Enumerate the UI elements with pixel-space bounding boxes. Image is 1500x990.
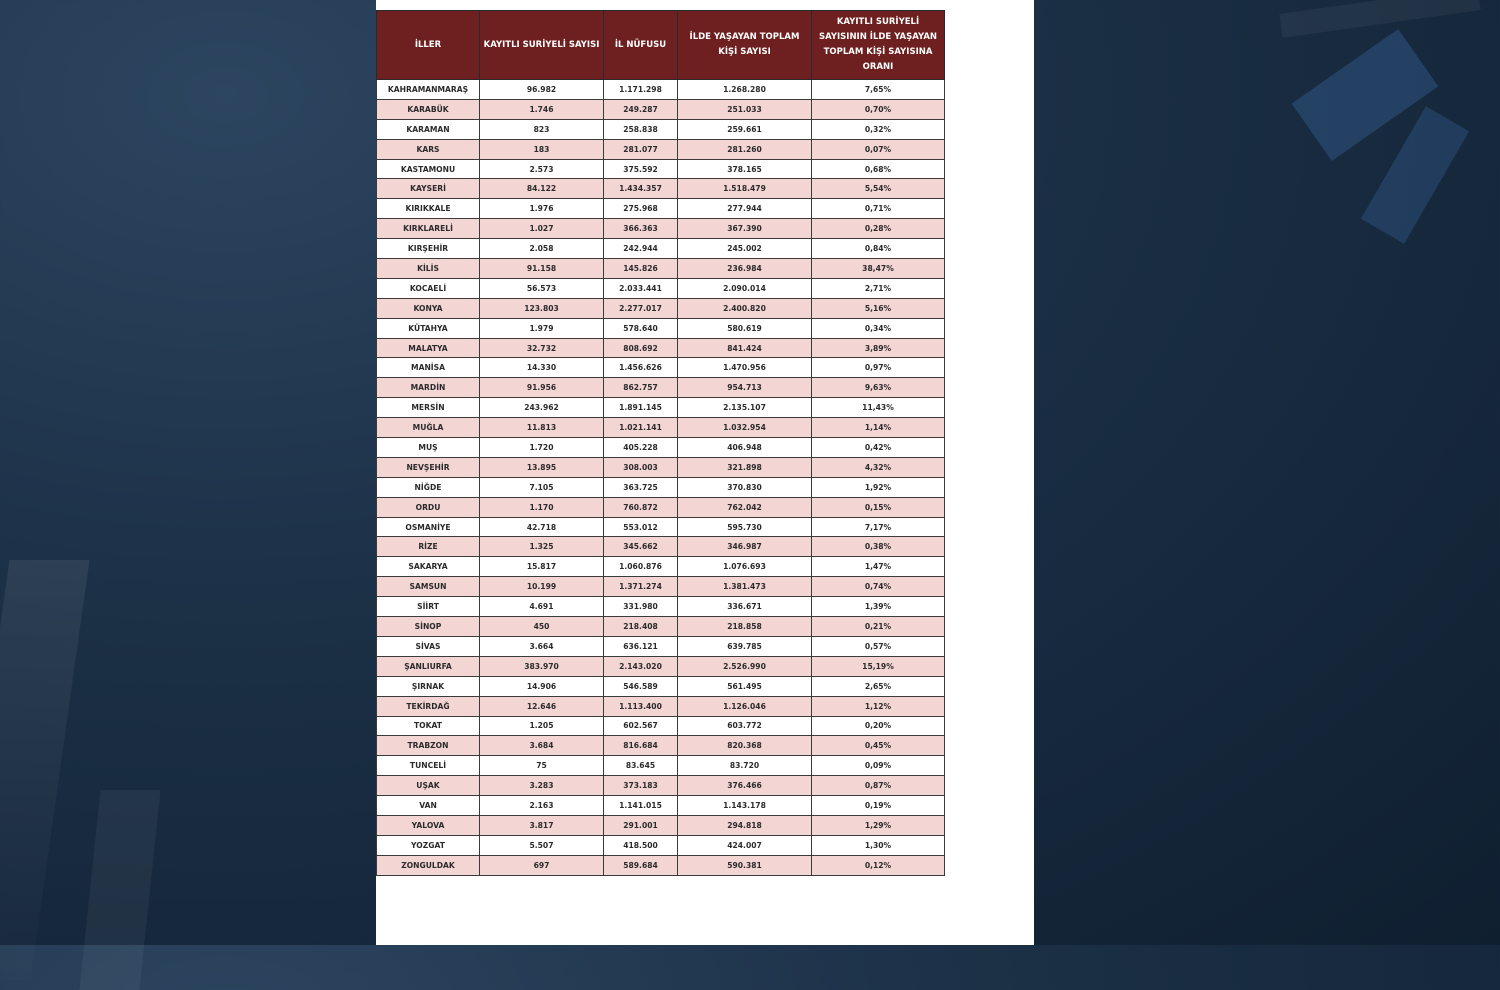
ratio-cell: 0,87%: [812, 776, 945, 796]
ratio-cell: 5,54%: [812, 179, 945, 199]
table-header-row: [377, 11, 945, 80]
table-row: [377, 80, 945, 100]
total-residents-cell: 1.143.178: [678, 796, 812, 816]
total-residents-cell: 83.720: [678, 756, 812, 776]
registered-syrians-cell: 2.163: [480, 796, 604, 816]
province-cell: ORDU: [377, 497, 480, 517]
province-cell: TEKİRDAĞ: [377, 696, 480, 716]
table-row: [377, 656, 945, 676]
table-row: [377, 99, 945, 119]
total-residents-cell: 376.466: [678, 776, 812, 796]
total-residents-cell: 2.135.107: [678, 398, 812, 418]
province-cell: YOZGAT: [377, 835, 480, 855]
province-cell: UŞAK: [377, 776, 480, 796]
population-cell: 1.141.015: [604, 796, 678, 816]
registered-syrians-cell: 450: [480, 617, 604, 637]
province-cell: YALOVA: [377, 815, 480, 835]
ratio-cell: 2,65%: [812, 676, 945, 696]
registered-syrians-cell: 4.691: [480, 597, 604, 617]
population-cell: 808.692: [604, 338, 678, 358]
population-cell: 258.838: [604, 119, 678, 139]
total-residents-cell: 277.944: [678, 199, 812, 219]
table-body: [377, 80, 945, 876]
province-cell: TRABZON: [377, 736, 480, 756]
province-cell: SİVAS: [377, 636, 480, 656]
ratio-cell: 1,14%: [812, 418, 945, 438]
background-decoration: [0, 560, 90, 980]
province-cell: MARDİN: [377, 378, 480, 398]
ratio-cell: 0,71%: [812, 199, 945, 219]
table-row: [377, 278, 945, 298]
table-row: [377, 159, 945, 179]
population-cell: 1.021.141: [604, 418, 678, 438]
registered-syrians-cell: 3.283: [480, 776, 604, 796]
registered-syrians-cell: 1.170: [480, 497, 604, 517]
population-cell: 760.872: [604, 497, 678, 517]
population-cell: 363.725: [604, 477, 678, 497]
total-residents-cell: 294.818: [678, 815, 812, 835]
total-residents-cell: 378.165: [678, 159, 812, 179]
ratio-cell: 0,20%: [812, 716, 945, 736]
total-residents-cell: 1.126.046: [678, 696, 812, 716]
registered-syrians-cell: 15.817: [480, 557, 604, 577]
registered-syrians-cell: 1.205: [480, 716, 604, 736]
population-cell: 291.001: [604, 815, 678, 835]
province-cell: KİLİS: [377, 259, 480, 279]
registered-syrians-cell: 32.732: [480, 338, 604, 358]
table-row: [377, 736, 945, 756]
total-residents-cell: 367.390: [678, 219, 812, 239]
ratio-cell: 0,15%: [812, 497, 945, 517]
province-cell: KARAMAN: [377, 119, 480, 139]
total-residents-cell: 336.671: [678, 597, 812, 617]
ratio-cell: 0,57%: [812, 636, 945, 656]
population-cell: 249.287: [604, 99, 678, 119]
registered-syrians-cell: 13.895: [480, 457, 604, 477]
population-cell: 1.456.626: [604, 358, 678, 378]
province-cell: KASTAMONU: [377, 159, 480, 179]
province-cell: MALATYA: [377, 338, 480, 358]
table-row: [377, 179, 945, 199]
population-cell: 589.684: [604, 855, 678, 875]
table-row: [377, 318, 945, 338]
total-residents-cell: 561.495: [678, 676, 812, 696]
registered-syrians-cell: 2.573: [480, 159, 604, 179]
registered-syrians-cell: 1.720: [480, 438, 604, 458]
population-cell: 375.592: [604, 159, 678, 179]
province-cell: SAKARYA: [377, 557, 480, 577]
total-residents-cell: 251.033: [678, 99, 812, 119]
population-cell: 2.033.441: [604, 278, 678, 298]
table-row: [377, 338, 945, 358]
total-residents-cell: 406.948: [678, 438, 812, 458]
population-cell: 145.826: [604, 259, 678, 279]
population-cell: 2.277.017: [604, 298, 678, 318]
population-cell: 578.640: [604, 318, 678, 338]
ratio-cell: 0,28%: [812, 219, 945, 239]
province-cell: SİİRT: [377, 597, 480, 617]
total-residents-cell: 346.987: [678, 537, 812, 557]
population-cell: 345.662: [604, 537, 678, 557]
population-cell: 1.891.145: [604, 398, 678, 418]
population-cell: 1.113.400: [604, 696, 678, 716]
province-cell: KIRŞEHİR: [377, 239, 480, 259]
registered-syrians-cell: 42.718: [480, 517, 604, 537]
total-residents-cell: 321.898: [678, 457, 812, 477]
table-row: [377, 219, 945, 239]
registered-syrians-cell: 91.956: [480, 378, 604, 398]
population-cell: 308.003: [604, 457, 678, 477]
population-cell: 1.171.298: [604, 80, 678, 100]
registered-syrians-cell: 823: [480, 119, 604, 139]
ratio-cell: 0,84%: [812, 239, 945, 259]
province-cell: MUĞLA: [377, 418, 480, 438]
province-cell: OSMANİYE: [377, 517, 480, 537]
population-cell: 405.228: [604, 438, 678, 458]
ratio-cell: 9,63%: [812, 378, 945, 398]
table-row: [377, 756, 945, 776]
table-row: [377, 457, 945, 477]
registered-syrians-cell: 1.027: [480, 219, 604, 239]
table-row: [377, 835, 945, 855]
ratio-cell: 0,74%: [812, 577, 945, 597]
total-residents-cell: 580.619: [678, 318, 812, 338]
table-row: [377, 577, 945, 597]
registered-syrians-cell: 3.817: [480, 815, 604, 835]
registered-syrians-cell: 1.746: [480, 99, 604, 119]
registered-syrians-cell: 2.058: [480, 239, 604, 259]
table-row: [377, 119, 945, 139]
registered-syrians-cell: 3.664: [480, 636, 604, 656]
total-residents-cell: 603.772: [678, 716, 812, 736]
total-residents-cell: 639.785: [678, 636, 812, 656]
total-residents-cell: 1.076.693: [678, 557, 812, 577]
table-row: [377, 358, 945, 378]
population-cell: 602.567: [604, 716, 678, 736]
ratio-cell: 0,07%: [812, 139, 945, 159]
total-residents-cell: 2.400.820: [678, 298, 812, 318]
province-cell: KAHRAMANMARAŞ: [377, 80, 480, 100]
population-cell: 862.757: [604, 378, 678, 398]
registered-syrians-cell: 183: [480, 139, 604, 159]
table-row: [377, 796, 945, 816]
province-cell: ŞIRNAK: [377, 676, 480, 696]
total-residents-cell: 259.661: [678, 119, 812, 139]
table-row: [377, 617, 945, 637]
province-cell: SİNOP: [377, 617, 480, 637]
ratio-cell: 5,16%: [812, 298, 945, 318]
syrians-by-province-table: [376, 10, 945, 876]
table-row: [377, 378, 945, 398]
province-cell: KOCAELİ: [377, 278, 480, 298]
table-row: [377, 398, 945, 418]
table-row: [377, 557, 945, 577]
population-cell: 553.012: [604, 517, 678, 537]
registered-syrians-cell: 91.158: [480, 259, 604, 279]
ratio-cell: 11,43%: [812, 398, 945, 418]
province-cell: KIRIKKALE: [377, 199, 480, 219]
table-row: [377, 497, 945, 517]
table-row: [377, 139, 945, 159]
registered-syrians-cell: 1.979: [480, 318, 604, 338]
province-cell: SAMSUN: [377, 577, 480, 597]
registered-syrians-cell: 243.962: [480, 398, 604, 418]
province-cell: KÜTAHYA: [377, 318, 480, 338]
province-cell: VAN: [377, 796, 480, 816]
table-row: [377, 517, 945, 537]
ratio-cell: 1,30%: [812, 835, 945, 855]
population-cell: 373.183: [604, 776, 678, 796]
ratio-cell: 1,12%: [812, 696, 945, 716]
ratio-cell: 1,47%: [812, 557, 945, 577]
total-residents-cell: 1.032.954: [678, 418, 812, 438]
population-cell: 242.944: [604, 239, 678, 259]
table-row: [377, 716, 945, 736]
province-cell: ŞANLIURFA: [377, 656, 480, 676]
ratio-cell: 0,45%: [812, 736, 945, 756]
ratio-cell: 0,32%: [812, 119, 945, 139]
ratio-cell: 0,42%: [812, 438, 945, 458]
table-row: [377, 636, 945, 656]
total-residents-cell: 954.713: [678, 378, 812, 398]
background-decoration: [79, 790, 160, 990]
population-cell: 2.143.020: [604, 656, 678, 676]
total-residents-cell: 590.381: [678, 855, 812, 875]
province-cell: MUŞ: [377, 438, 480, 458]
table-row: [377, 537, 945, 557]
population-cell: 418.500: [604, 835, 678, 855]
registered-syrians-cell: 14.906: [480, 676, 604, 696]
registered-syrians-cell: 5.507: [480, 835, 604, 855]
registered-syrians-cell: 697: [480, 855, 604, 875]
total-residents-cell: 281.260: [678, 139, 812, 159]
ratio-cell: 0,09%: [812, 756, 945, 776]
population-cell: 83.645: [604, 756, 678, 776]
province-cell: RİZE: [377, 537, 480, 557]
province-cell: MANİSA: [377, 358, 480, 378]
province-cell: ZONGULDAK: [377, 855, 480, 875]
population-cell: 218.408: [604, 617, 678, 637]
total-residents-cell: 1.518.479: [678, 179, 812, 199]
total-residents-cell: 841.424: [678, 338, 812, 358]
ratio-cell: 0,34%: [812, 318, 945, 338]
ratio-cell: 0,68%: [812, 159, 945, 179]
registered-syrians-cell: 75: [480, 756, 604, 776]
total-residents-cell: 424.007: [678, 835, 812, 855]
registered-syrians-cell: 383.970: [480, 656, 604, 676]
total-residents-cell: 370.830: [678, 477, 812, 497]
population-cell: 1.371.274: [604, 577, 678, 597]
header-total-residents: İLDE YAŞAYAN TOPLAM KİŞİ SAYISI: [678, 11, 812, 80]
ratio-cell: 1,29%: [812, 815, 945, 835]
ratio-cell: 3,89%: [812, 338, 945, 358]
registered-syrians-cell: 11.813: [480, 418, 604, 438]
ratio-cell: 0,70%: [812, 99, 945, 119]
table-row: [377, 298, 945, 318]
total-residents-cell: 820.368: [678, 736, 812, 756]
ratio-cell: 0,21%: [812, 617, 945, 637]
table-row: [377, 438, 945, 458]
province-cell: KAYSERİ: [377, 179, 480, 199]
total-residents-cell: 245.002: [678, 239, 812, 259]
ratio-cell: 2,71%: [812, 278, 945, 298]
total-residents-cell: 236.984: [678, 259, 812, 279]
population-cell: 546.589: [604, 676, 678, 696]
table-row: [377, 259, 945, 279]
ratio-cell: 7,65%: [812, 80, 945, 100]
header-ratio: KAYITLI SURİYELİ SAYISININ İLDE YAŞAYAN TOPLAM KİŞİ SAYISINA ORANI: [812, 11, 945, 80]
background-decoration: [1279, 0, 1480, 38]
province-cell: KIRKLARELİ: [377, 219, 480, 239]
registered-syrians-cell: 14.330: [480, 358, 604, 378]
registered-syrians-cell: 84.122: [480, 179, 604, 199]
table-row: [377, 199, 945, 219]
table-row: [377, 597, 945, 617]
table-row: [377, 855, 945, 875]
ratio-cell: 1,92%: [812, 477, 945, 497]
header-registered-syrians: KAYITLI SURİYELİ SAYISI: [480, 11, 604, 80]
table-row: [377, 477, 945, 497]
header-province-population: İL NÜFUSU: [604, 11, 678, 80]
table-row: [377, 676, 945, 696]
total-residents-cell: 1.470.956: [678, 358, 812, 378]
table-row: [377, 418, 945, 438]
ratio-cell: 7,17%: [812, 517, 945, 537]
total-residents-cell: 2.526.990: [678, 656, 812, 676]
registered-syrians-cell: 7.105: [480, 477, 604, 497]
province-cell: KARS: [377, 139, 480, 159]
total-residents-cell: 1.268.280: [678, 80, 812, 100]
province-cell: KONYA: [377, 298, 480, 318]
population-cell: 1.060.876: [604, 557, 678, 577]
ratio-cell: 15,19%: [812, 656, 945, 676]
registered-syrians-cell: 56.573: [480, 278, 604, 298]
table-row: [377, 815, 945, 835]
registered-syrians-cell: 1.976: [480, 199, 604, 219]
total-residents-cell: 1.381.473: [678, 577, 812, 597]
population-cell: 816.684: [604, 736, 678, 756]
ratio-cell: 4,32%: [812, 457, 945, 477]
province-cell: MERSİN: [377, 398, 480, 418]
registered-syrians-cell: 12.646: [480, 696, 604, 716]
province-cell: TOKAT: [377, 716, 480, 736]
registered-syrians-cell: 123.803: [480, 298, 604, 318]
province-cell: TUNCELİ: [377, 756, 480, 776]
province-cell: NİĞDE: [377, 477, 480, 497]
population-cell: 366.363: [604, 219, 678, 239]
total-residents-cell: 762.042: [678, 497, 812, 517]
table-row: [377, 239, 945, 259]
total-residents-cell: 2.090.014: [678, 278, 812, 298]
document-page: [376, 0, 1034, 945]
ratio-cell: 38,47%: [812, 259, 945, 279]
population-cell: 275.968: [604, 199, 678, 219]
registered-syrians-cell: 1.325: [480, 537, 604, 557]
province-cell: KARABÜK: [377, 99, 480, 119]
table-row: [377, 696, 945, 716]
ratio-cell: 0,38%: [812, 537, 945, 557]
header-provinces: İLLER: [377, 11, 480, 80]
province-cell: NEVŞEHİR: [377, 457, 480, 477]
ratio-cell: 0,19%: [812, 796, 945, 816]
registered-syrians-cell: 96.982: [480, 80, 604, 100]
table-row: [377, 776, 945, 796]
population-cell: 1.434.357: [604, 179, 678, 199]
population-cell: 636.121: [604, 636, 678, 656]
registered-syrians-cell: 10.199: [480, 577, 604, 597]
population-cell: 281.077: [604, 139, 678, 159]
population-cell: 331.980: [604, 597, 678, 617]
ratio-cell: 1,39%: [812, 597, 945, 617]
registered-syrians-cell: 3.684: [480, 736, 604, 756]
total-residents-cell: 595.730: [678, 517, 812, 537]
ratio-cell: 0,12%: [812, 855, 945, 875]
total-residents-cell: 218.858: [678, 617, 812, 637]
ratio-cell: 0,97%: [812, 358, 945, 378]
